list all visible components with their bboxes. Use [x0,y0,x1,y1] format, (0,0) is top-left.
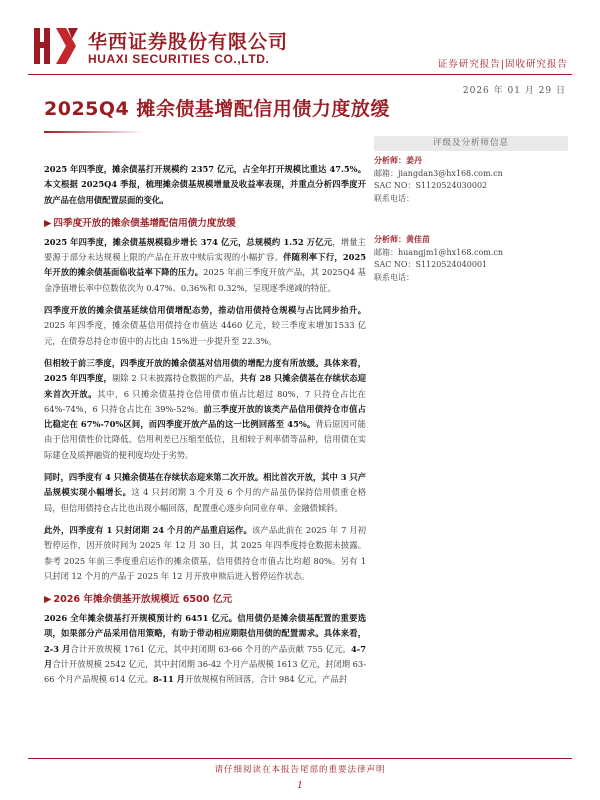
section1-paragraph-4: 同时，四季度有 4 只摊余债基在存续状态迎来第二次开放。相比首次开放，其中 3 只产品规模实现小幅增长。这 4 只封闭期 3 个月及 6 个月的产品虽仍保持信用债重仓格局，但信用债持仓占比也出现小幅回落，配置重心逐步向同业存单、金融债倾斜。 [44,472,366,513]
footer-divider [28,758,572,759]
analyst-sac-number: SAC NO：S1120524040001 [374,260,488,269]
page-title: 2025Q4 摊余债基增配信用债力度放缓 [44,98,390,120]
summary-paragraph: 2025 年四季度，摊余债基打开规模约 2357 亿元，占全年打开规模比重达 47.5%。本文根据 2025Q4 季报，梳理摊余债基规模增量及收益率表现，并重点分析四季度开放产品在信用债配置层面的变化。 [44,164,366,205]
brand-name-en: HUAXI SECURITIES CO.,LTD. [88,52,270,66]
analyst-email[interactable]: jiangdan3@hx168.com.cn [398,168,503,178]
analyst-card [374,151,568,205]
title-underline [44,131,144,133]
section1-paragraph-3: 但相较于前三季度，四季度开放的摊余债基对信用债的增配力度有所放缓。具体来看，2025 年四季度，剔除 2 只未披露持仓数据的产品，共有 28 只摊余债基在存续状态迎来首次开放。其中，6 只摊余债基持仓信用债市值占比超过 80%，7 只持仓占比在 64%-74%，6 只持仓占比在 39%-52%。前三季度开放的该类产品信用债持仓市值占比稳定在 67%-70%区间，而四季度开放产品的这一比例回落至 45%。背后原因可能由于信用债性价比降低，信用利差已压缩至低位，且相较于利率债等品种，信用债在实际建仓及质押融资的便利度均处于劣势。 [44,357,367,460]
triangle-bullet-icon: ▶ [44,594,52,606]
analyst-card [374,230,568,284]
section1-paragraph-5: 此外，四季度有 1 只封闭期 24 个月的产品重启运作。该产品此前在 2025 年 7 月初暂停运作，因开放时间为 2025 年 12 月 30 日，其 2025 年四季度持仓数据未披露。参考 2025 年前三季度重启运作的摊余债基，信用债持仓市值占比均超 80%。另有 1 只封闭 12 个月的产品于 2025 年 12 月开放申赎后进入暂停运作状态。 [44,524,367,581]
legal-disclaimer: 请仔细阅读在本报告尾部的重要法律声明 [214,765,386,775]
triangle-bullet-icon: ▶ [44,217,52,229]
analyst-name: 黄佳苗 [406,234,430,244]
section1-paragraph-1: 2025 年四季度，摊余债基规模稳步增长 374 亿元，总规模约 1.52 万亿元，增量主要源于部分未达规模上限的产品在开放中赎后实现的小幅扩容。伴随利率下行，2025 年开放的摊余债基面临收益率下降的压力。2025 年前三季度开放产品，其 2025Q4 基金净值增长率中位数依次为 0.47%、0.36%和 0.32%，呈现逐季递减的特征。 [44,236,366,293]
section-heading-1: ▶ 四季度开放的摊余债基增配信用债力度放缓 [44,217,236,229]
analyst-name-line: 分析师：姜丹 [374,155,422,165]
analyst-phone-label: 联系电话： [374,193,414,203]
analyst-email-line: 邮箱：jiangdan3@hx168.com.cn [374,168,503,178]
analyst-name: 姜丹 [406,155,422,165]
page-number: 1 [297,781,303,791]
report-type: 证券研究报告|固收研究报告 [437,59,568,70]
analyst-phone-label: 联系电话： [374,272,414,282]
report-date: 2026 年 01 月 29 日 [462,86,566,96]
analyst-email[interactable]: huangjm1@hx168.com.cn [398,247,504,257]
sidebar-heading: 评级及分析师信息 [374,136,568,151]
main-content [44,162,366,695]
section1-paragraph-2: 四季度开放的摊余债基延续信用债增配态势，推动信用债持仓规模与占比同步抬升。2025 年四季度，摊余债基信用债持仓市值达 4460 亿元，较三季度末增加1533 亿元，在债券总持仓市值中的占比由 15%进一步提升至 22.3%。 [44,305,366,346]
header-divider [28,74,572,75]
section2-paragraph-1: 2026 全年摊余债基打开规模预计约 6451 亿元。信用债仍是摊余债基配置的重要选项，如果部分产品采用信用策略，有助于带动相应期限信用债的配置需求。具体来看，2-3 月合计开放规模 1761 亿元，其中封闭期 63-66 个月的产品贡献 755 亿元。4-7 月合计开放规模 2542 亿元，其中封闭期 36-42 个月产品规模 1613 亿元，封闭期 63-66 个月产品规模 614 亿元。8-11 月开放规模有所回落，合计 984 亿元，产品封 [44,613,367,685]
analyst-sidebar [374,136,568,284]
section-heading-2: ▶ 2026 年摊余债基开放规模近 6500 亿元 [44,594,232,606]
analyst-sac-number: SAC NO：S1120524030002 [374,181,488,190]
analyst-name-line: 分析师：黄佳苗 [374,234,430,244]
analyst-email-line: 邮箱：huangjm1@hx168.com.cn [374,247,504,257]
huaxi-logo-icon [32,24,82,68]
brand-name-cn: 华西证券股份有限公司 [88,31,289,53]
